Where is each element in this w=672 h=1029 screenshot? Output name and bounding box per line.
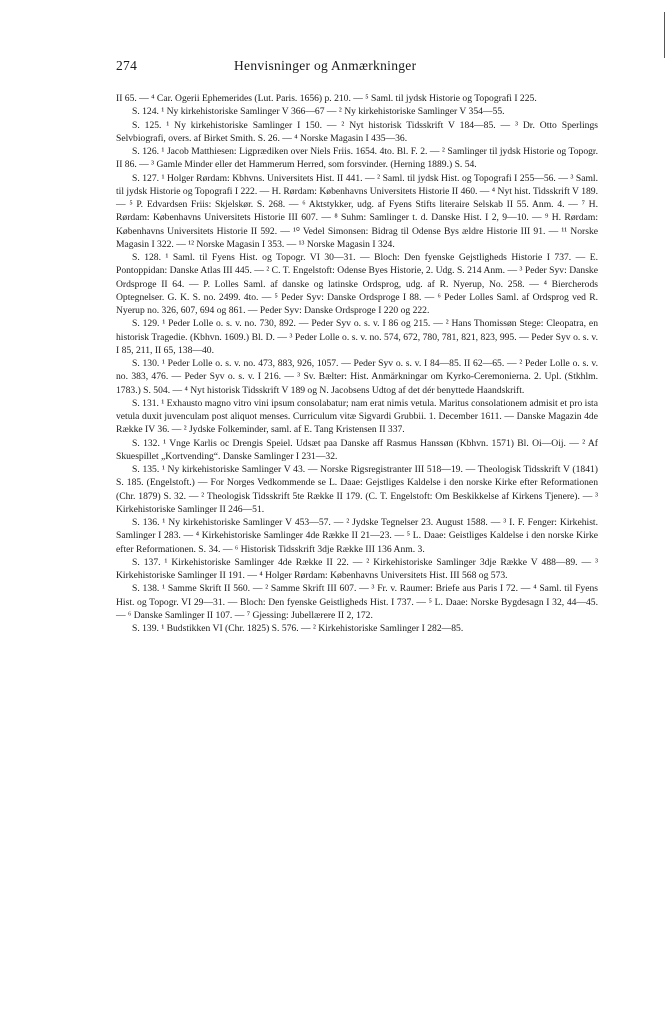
note-s135: S. 135. ¹ Ny kirkehistoriske Samlinger V 43. — Norske Rigsregistranter III 518—19. — Theologisk Tidsskrift V (1841) S. 185. (Engelstoft.) — For Norges Vedkommende se L. Daae: Gejstliges Kaldelse i den norske Kirke efter Reformationen (Chr. 1879) S. 32. — ² Theologisk Tidsskrift 5te Række II 179. (C. T. Engelstoft: Om Beskikkelse af Kirkens Tjenere). — ³ Kirkehistoriske Samlinger II 246—51.: [116, 464, 598, 515]
note-s137: S. 137. ¹ Kirkehistoriske Samlinger 4de Række II 22. — ² Kirkehistoriske Samlinger 3dje Række V 488—89. — ³ Kirkehistoriske Samlinger II 191. — ⁴ Holger Rørdam: Københavns Universitets Hist. III 568 og 573.: [116, 556, 598, 581]
note-s125: S. 125. ¹ Ny kirkehistoriske Samlinger I 150. — ² Nyt historisk Tidsskrift V 184—85. — ³ Dr. Otto Sperlings Selvbiografi, overs. af Birket Smith. S. 26. — ⁴ Norske Magasin I 435—36.: [116, 119, 598, 144]
note-s138: S. 138. ¹ Samme Skrift II 560. — ² Samme Skrift III 607. — ³ Fr. v. Raumer: Briefe aus Paris I 72. — ⁴ Saml. til Fyens Hist. og Topogr. VI 29—31. — Bloch: Den fyenske Geistligheds Hist. I 737. — ⁵ L. Daae: Norske Bygdesagn I 32, 44—45. — ⁶ Danske Samlinger II 107. — ⁷ Gjessing: Jubellærere II 2, 172.: [116, 583, 598, 621]
note-s139: S. 139. ¹ Budstikken VI (Chr. 1825) S. 576. — ² Kirkehistoriske Samlinger I 282—85.: [132, 623, 464, 634]
note-s127: S. 127. ¹ Holger Rørdam: Kbhvns. Universitets Hist. II 441. — ² Saml. til jydsk Hist. og Topografi I 255—56. — ³ Saml. til jydsk Historie og Topografi I 222. — H. Rørdam: Københavns Universitets Historie II 460. — ⁴ Nyt hist. Tidsskrift V 189. — ⁵ P. Edvardsen Friis: Skjelskør. S. 268. — ⁶ Aktstykker, udg. af Fyens Stifts literaire Selskab II 55. Anm. 4. — ⁷ H. Rørdam: Københavns Universitets Historie III 607. — ⁸ Suhm: Samlinger t. d. Danske Hist. I 2, 9—10. — ⁹ H. Rørdam: Københavns Universitets Historie II 592. — ¹⁰ Vedel Simonsen: Bidrag til Odense Bys ældre Historie III 91. — ¹¹ Norske Magasin I 322. — ¹² Norske Magasin I 353. — ¹³ Norske Magasin I 324.: [116, 172, 598, 250]
running-title: Henvisninger og Anmærkninger: [234, 58, 417, 73]
page-number: 274: [116, 58, 138, 73]
note-s131: S. 131. ¹ Exhausto magno vitro vini ipsum consolabatur; nam erat nimis vetula. Maritus consolationem admisit et pro ista vetula duxit juvenculam post aliquot menses. Curriculum vitæ Sigvardi Grubbii. 1. December 1611. — Danske Magazin 4de Række IV 36. — ² Jydske Folkeminder, saml. af E. Tang Kristensen II 337.: [116, 397, 598, 436]
notes-body: [116, 92, 598, 635]
note-s129: S. 129. ¹ Peder Lolle o. s. v. no. 730, 892. — Peder Syv o. s. v. I 86 og 215. — ² Hans Thomissøn Stege: Cleopatra, en historisk Tragedie. (Kbhvn. 1609.) Bl. D. — ³ Peder Lolle o. s. v. no. 574, 672, 780, 781, 821, 823, 995. — Peder Syv o. s. v. I 85, 211, II 65, 138—40.: [116, 318, 598, 356]
note-s132: S. 132. ¹ Vnge Karlis oc Drengis Speiel. Udsæt paa Danske aff Rasmus Hanssøn (Kbhvn. 1571) Bl. Oi—Oij. — ² Af Skuespillet „Kortvending“. Danske Samlinger I 231—32.: [116, 437, 598, 462]
page-header: [116, 58, 598, 80]
page-content: [116, 58, 598, 635]
note-s136: S. 136. ¹ Ny kirkehistoriske Samlinger V 453—57. — ² Jydske Tegnelser 23. August 1588. — ³ I. F. Fenger: Kirkehist. Samlinger I 283. — ⁴ Kirkehistoriske Samlinger 4de Række II 21—23. — ⁵ L. Daae: Geistliges Kaldelse i den norske Kirke efter Reformationen. S. 34. — ⁶ Historisk Tidsskrift 3dje Række III 136 Anm. 3.: [116, 517, 598, 555]
page-edge-mark: [664, 12, 665, 58]
note-s128: S. 128. ¹ Saml. til Fyens Hist. og Topogr. VI 30—31. — Bloch: Den fyenske Gejstligheds Historie I 737. — E. Pontoppidan: Danske Atlas III 445. — ² C. T. Engelstoft: Odense Byes Historie, 2. Udg. S. 214 Anm. — ³ Peder Syv: Danske Ordsproge II 64. — P. Lolles Saml. af danske og latinske Ordsprog, udg. af R. Nyerup, No. 258. — ⁴ Biercherods Optegnelser. G. K. S. no. 2499. 4to. — ⁵ Peder Syv: Danske Ordsproge I 88. — ⁶ Peder Lolles Saml. af Ordsprog ved R. Nyerup no. 326, 607, 694 og 861. — Peder Syv: Danske Ordsproge I 220 og 222.: [116, 252, 598, 316]
note-paragraph-continued: II 65. — ⁴ Car. Ogerii Ephemerides (Lut. Paris. 1656) p. 210. — ⁵ Saml. til jydsk Historie og Topografi I 225.: [116, 93, 537, 104]
note-s130: S. 130. ¹ Peder Lolle o. s. v. no. 473, 883, 926, 1057. — Peder Syv o. s. v. I 84—85. II 62—65. — ² Peder Lolle o. s. v. no. 383, 476. — Peder Syv o. s. v. I 216. — ³ Sv. Bælter: Hist. Anmärkningar om Kyrko-Ceremonierna. 2. Upl. (Stkhlm. 1783.) S. 504. — ⁴ Nyt historisk Tidsskrift V 189 og N. Jacobsens Udtog af det dér benyttede Haandskrift.: [116, 358, 598, 396]
note-s126: S. 126. ¹ Jacob Matthiesen: Ligprædiken over Niels Friis. 1654. 4to. Bl. F. 2. — ² Samlinger til jydsk Historie og Topogr. II 86. — ³ Gamle Minder eller det Hammerum Herred, som forsvinder. (Herning 1889.) S. 54.: [116, 146, 598, 171]
note-s124: S. 124. ¹ Ny kirkehistoriske Samlinger V 366—67 — ² Ny kirkehistoriske Samlinger V 354—55.: [132, 106, 505, 118]
